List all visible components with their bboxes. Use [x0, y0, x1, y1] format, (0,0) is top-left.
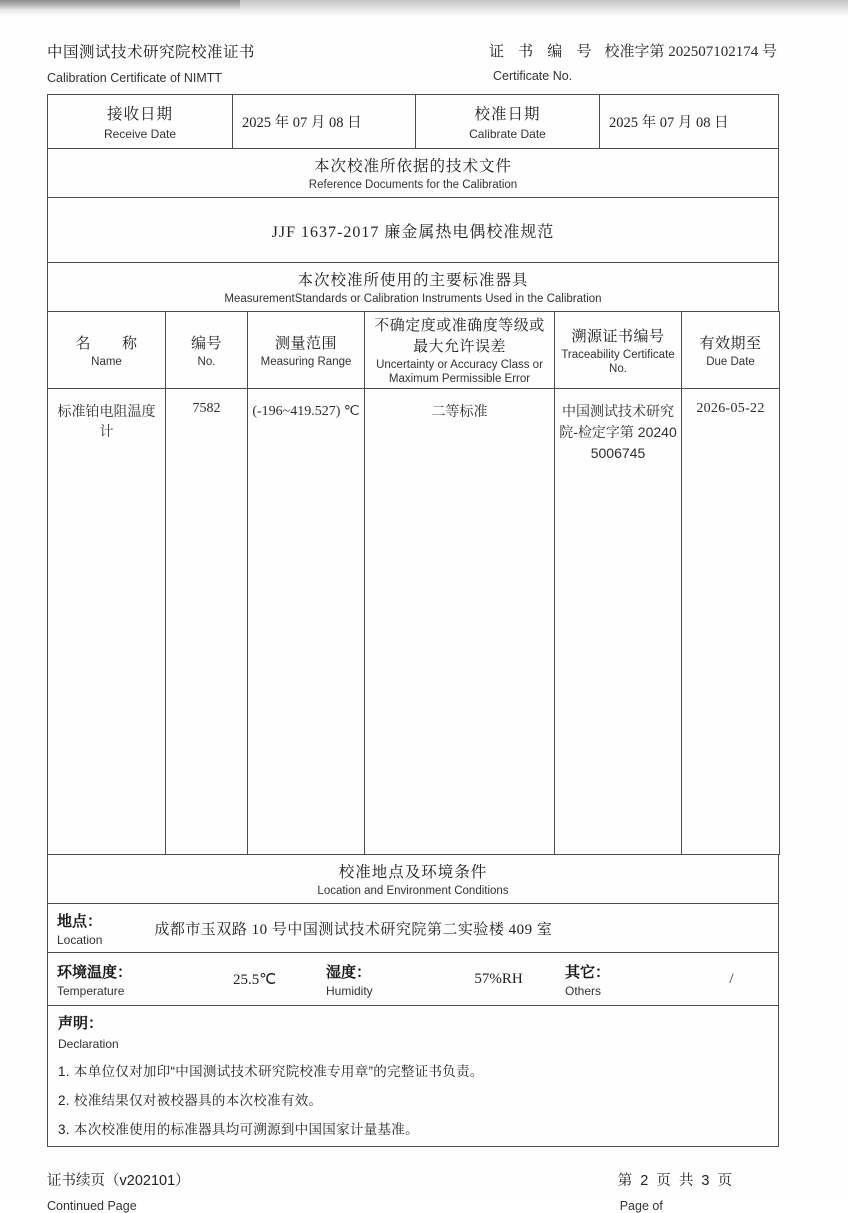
calibrate-date-label [415, 95, 599, 148]
receive-date-cell [232, 95, 415, 148]
receive-date-label-en: Receive Date [103, 127, 177, 141]
scan-artifact-top [0, 0, 848, 16]
col-range [248, 312, 365, 389]
instrument-uncertainty: 二等标准 [365, 389, 555, 855]
temperature-label-cn: 环境温度： [57, 963, 133, 981]
humidity-label-en: Humidity [326, 983, 373, 998]
doc-header [47, 40, 779, 85]
certificate-no-label-cn: 证 书 编 号 [488, 43, 597, 60]
org-title-block [47, 40, 255, 85]
footer-page-cn: 第 2 页 共 3 页 [617, 1173, 734, 1189]
reference-section-header [47, 148, 779, 198]
environment-title-en: Location and Environment Conditions [317, 885, 509, 897]
col-traceability-en: Traceability Certificate No. [561, 348, 675, 375]
humidity-label [317, 961, 441, 998]
col-name-cn: 名 称 [75, 334, 138, 352]
location-label-en: Location [57, 932, 103, 947]
standard-instrument-row [48, 389, 780, 855]
col-traceability-cn: 溯源证书编号 [571, 327, 665, 345]
location-label-cn: 地点： [57, 912, 103, 930]
environment-section-header [47, 854, 779, 904]
standards-title-cn: 本次校准所使用的主要标准器具 [297, 272, 529, 289]
declaration-box [47, 1005, 779, 1147]
location-label [48, 910, 102, 947]
footer-continued-page [47, 1169, 190, 1213]
humidity-label-cn: 湿度： [326, 963, 372, 981]
certificate-no-value: 校准字第 202507102174 号 [604, 44, 777, 60]
environment-row [47, 952, 779, 1006]
standards-table [47, 311, 780, 855]
receive-date-label-cn: 接收日期 [106, 106, 173, 123]
scan-artifact-corner [0, 0, 240, 10]
declaration-title-cn: 声明： [58, 1015, 104, 1032]
col-due-en: Due Date [706, 355, 755, 368]
certificate-no-line [489, 40, 777, 61]
others-label [556, 961, 685, 998]
declaration-item-1: 1. 本单位仅对加印“中国测试技术研究院校准专用章”的完整证书负责。 [58, 1064, 484, 1079]
col-uncertainty-en: Uncertainty or Accuracy Class or Maximum Permissible Error [376, 359, 543, 385]
instrument-traceability: 中国测试技术研究院-检定字第 202405006745 [555, 389, 682, 855]
location-value: 成都市玉双路 10 号中国测试技术研究院第二实验楼 409 室 [154, 921, 553, 938]
humidity-value: 57%RH [474, 970, 523, 987]
certificate-content [47, 40, 779, 1213]
col-due-cn: 有效期至 [699, 334, 762, 352]
org-title-cn: 中国测试技术研究院校准证书 [47, 44, 256, 61]
col-no-cn: 编号 [190, 334, 222, 352]
environment-title-cn: 校准地点及环境条件 [338, 864, 488, 881]
declaration-item-2: 2. 校准结果仅对被校器具的本次校准有效。 [58, 1093, 323, 1108]
col-traceability [555, 312, 682, 389]
standards-section-header [47, 262, 779, 312]
col-range-cn: 测量范围 [274, 334, 337, 352]
footer-continued-en: Continued Page [47, 1199, 137, 1213]
col-name-en: Name [91, 355, 122, 368]
col-no-en: No. [197, 355, 216, 368]
footer-page-en: Page of [619, 1199, 663, 1213]
col-range-en: Measuring Range [260, 355, 352, 368]
temperature-value: 25.5℃ [232, 971, 277, 988]
temperature-label-en: Temperature [57, 983, 125, 998]
calibrate-date-value: 2025 年 07 月 08 日 [609, 115, 729, 131]
receive-date-value: 2025 年 07 月 08 日 [242, 115, 362, 131]
col-uncertainty-cn: 不确定度或准确度等级或最大允许误差 [374, 317, 545, 355]
col-name [48, 312, 166, 389]
col-uncertainty [365, 312, 555, 389]
declaration-item-3: 3. 本次校准使用的标准器具均可溯源到中国国家计量基准。 [58, 1122, 419, 1137]
certificate-no-block [489, 40, 779, 83]
standards-header-row [48, 312, 780, 389]
standards-table-head [48, 312, 780, 389]
reference-title-cn: 本次校准所依据的技术文件 [313, 158, 512, 175]
reference-document-box [47, 197, 779, 263]
reference-document: JJF 1637-2017 廉金属热电偶校准规范 [271, 223, 555, 241]
others-value: / [729, 970, 734, 987]
instrument-range: (-196~419.527) ℃ [248, 389, 365, 855]
col-no [166, 312, 248, 389]
footer-page-number [618, 1169, 734, 1213]
receive-date-label [48, 95, 232, 148]
reference-title-en: Reference Documents for the Calibration [308, 179, 518, 191]
temperature-label [48, 961, 192, 998]
calibrate-date-label-en: Calibrate Date [469, 127, 546, 141]
dates-table [47, 94, 779, 149]
others-label-cn: 其它： [565, 963, 611, 981]
standards-title-en: MeasurementStandards or Calibration Instruments Used in the Calibration [224, 293, 602, 305]
org-title-en: Calibration Certificate of NIMTT [47, 71, 223, 85]
location-row [47, 903, 779, 953]
instrument-due-date: 2026-05-22 [682, 389, 780, 855]
instrument-name: 标准铂电阻温度计 [48, 389, 166, 855]
calibrate-date-cell [599, 95, 778, 148]
col-due [682, 312, 780, 389]
certificate-no-label-en: Certificate No. [492, 69, 573, 83]
footer-continued-cn: 证书续页（v202101） [47, 1173, 190, 1189]
standards-table-body [48, 389, 780, 855]
calibrate-date-label-cn: 校准日期 [474, 106, 541, 123]
others-label-en: Others [565, 983, 602, 998]
declaration-title-en: Declaration [58, 1037, 119, 1051]
instrument-no: 7582 [166, 389, 248, 855]
doc-footer [47, 1169, 779, 1213]
